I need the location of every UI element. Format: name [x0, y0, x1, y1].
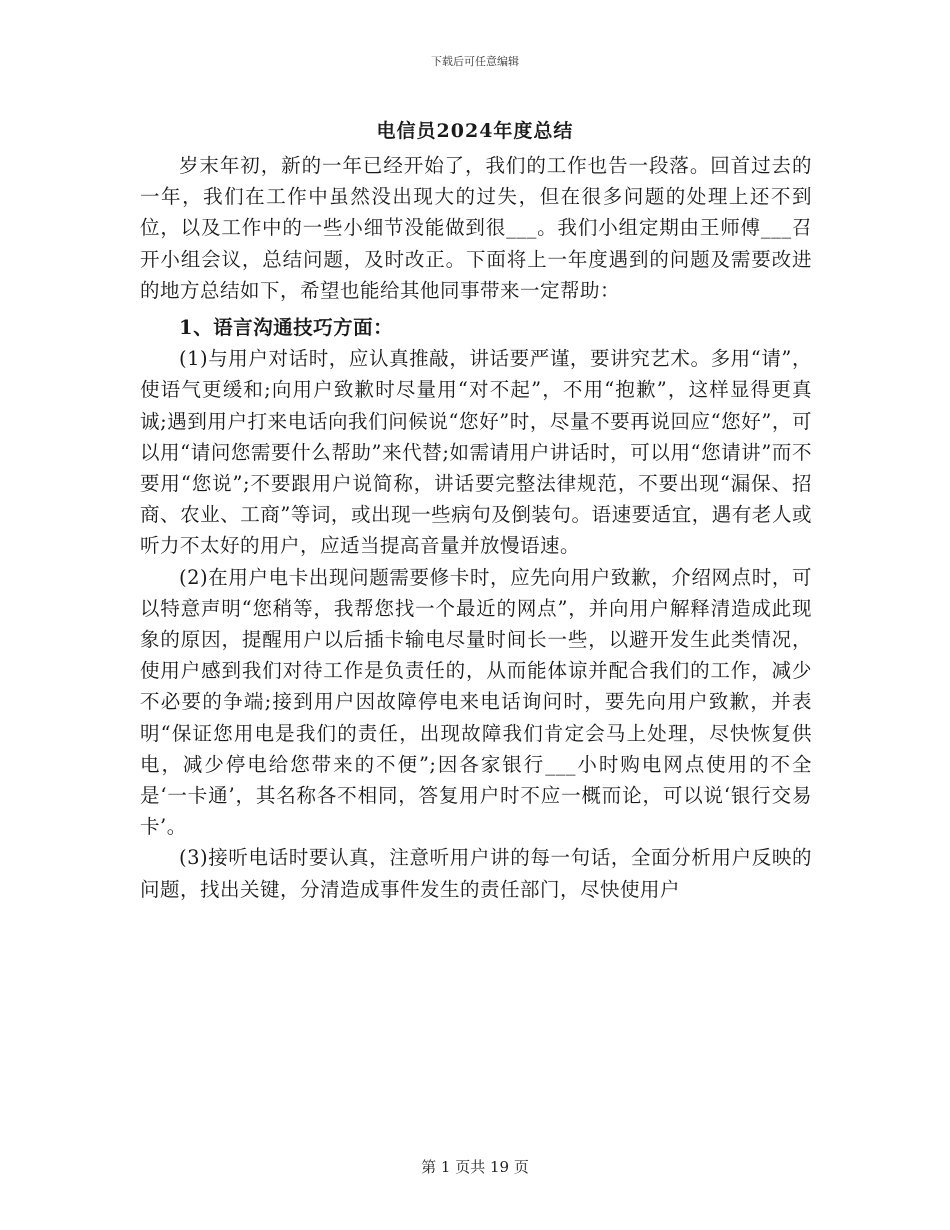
- paragraph-2: (2)在用户电卡出现问题需要修卡时，应先向用户致歉，介绍网点时，可以特意声明“您稍等，我帮您找一个最近的网点”，并向用户解释清造成此现象的原因，提醒用户以后插卡输电尽量时间长一些，以避开发生此类情况，使用户感到我们对待工作是负责任的，从而能体谅并配合我们的工作，减少不必要的争端;接到用户因故障停电来电话询问时，要先向用户致歉，并表明“保证您用电是我们的责任，出现故障我们肯定会马上处理，尽快恢复供电，减少停电给您带来的不便”;因各家银行___小时购电网点使用的不全是‘一卡通’，其名称各不相同，答复用户时不应一概而论，可以说‘银行交易卡’。: [140, 565, 812, 839]
- intro-paragraph: 岁末年初，新的一年已经开始了，我们的工作也告一段落。回首过去的一年，我们在工作中虽然没出现大的过失，但在很多问题的处理上还不到位，以及工作中的一些小细节没能做到很___。我们小组定期由王师傅___召开小组会议，总结问题，及时改正。下面将上一年度遇到的问题及需要改进的地方总结如下，希望也能给其他同事带来一定帮助：: [140, 154, 812, 302]
- page-header-note: 下载后可任意编辑: [431, 55, 519, 68]
- paragraph-1: (1)与用户对话时，应认真推敲，讲话要严谨，要讲究艺术。多用“请”，使语气更缓和;向用户致歉时尽量用“对不起”，不用“抱歉”，这样显得更真诚;遇到用户打来电话向我们问候说“您好”时，尽量不要再说回应“您好”，可以用“请问您需要什么帮助”来代替;如需请用户讲话时，可以用“您请讲”而不要用“您说”;不要跟用户说简称，讲话要完整法律规范，不要出现“漏保、招商、农业、工商”等词，或出现一些病句及倒装句。语速要适宜，遇有老人或听力不太好的用户，应适当提高音量并放慢语速。: [140, 347, 812, 558]
- document-title: 电信员2024年度总结: [376, 120, 574, 142]
- section-heading: 1、语言沟通技巧方面：: [179, 316, 394, 340]
- paragraph-3: (3)接听电话时要认真，注意听用户讲的每一句话，全面分析用户反映的问题，找出关键，分清造成事件发生的责任部门，尽快使用户: [140, 846, 812, 901]
- page-number: 第 1 页共 19 页: [421, 1158, 529, 1176]
- document-body: [140, 150, 812, 905]
